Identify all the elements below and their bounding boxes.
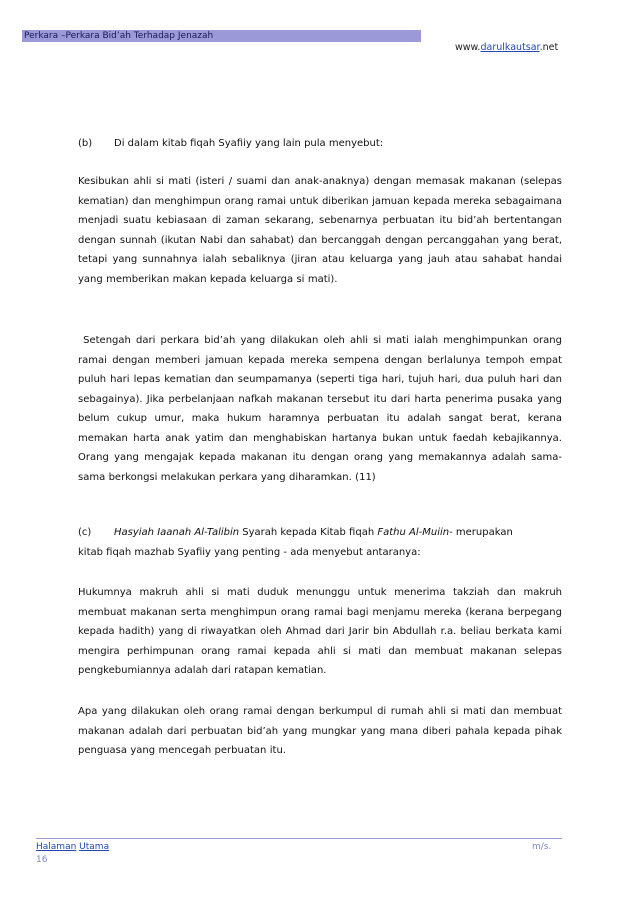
footer-page-prefix: m/s. [532, 842, 552, 852]
site-url-suffix: .net [539, 42, 559, 53]
section-c-book: Fathu Al-Muiin- [377, 527, 453, 538]
paragraph-2: Setengah dari perkara bid’ah yang dilakukan oleh ahli si mati ialah menghimpunkan orang ramai dengan memberi jamuan kepada mereka sempena dengan berlalunya tempoh empat puluh hari lepas kematian dan seumpamanya (seperti tiga hari, tujuh hari, dua puluh hari dan sebagainya). Jika perbelanjaan nafkah makanan tersebut itu dari harta penerima pusaka yang belum cukup umur, maka hukum haramnya perbuatan itu adalah sangat berat, kerana memakan harta anak yatim dan menghabiskan hartanya bukan untuk faedah kebajikannya. Orang yang mengajak kepada makanan itu dengan orang yang memakannya adalah sama-sama berkongsi melakukan perkara yang diharamkan. (11) [78, 335, 566, 483]
section-c-mid: Syarah kepada Kitab fiqah [239, 527, 378, 538]
section-b-label: (b) [78, 138, 93, 149]
footer-divider [36, 838, 562, 839]
paragraph-4: Apa yang dilakukan oleh orang ramai dengan berkumpul di rumah ahli si mati dan membuat makanan adalah dari perbuatan bid’ah yang mungkar yang mana diberi pahala kepada pihak penguasa yang mencegah perbuatan itu. [78, 706, 562, 756]
section-c-end: merupakan [452, 527, 513, 538]
section-c-label: (c) [78, 527, 92, 538]
section-c-heading [78, 523, 562, 543]
section-b-heading [78, 134, 562, 154]
site-url [455, 42, 558, 53]
section-c-title: Hasyiah Iaanah Al-Talibin [114, 527, 240, 538]
footer-link-halaman[interactable]: Halaman [36, 842, 77, 852]
footer-home-link[interactable] [36, 842, 109, 852]
footer-link-utama[interactable]: Utama [79, 842, 110, 852]
site-url-prefix: www. [455, 42, 481, 53]
paragraph-3: Hukumnya makruh ahli si mati duduk menunggu untuk menerima takziah dan makruh membuat makanan serta menghimpun orang ramai bagi menjamu mereka (kerana berpegang kepada hadith) yang di riwayatkan oleh Ahmad dari Jarir bin Abdullah r.a. beliau berkata kami mengira perhimpunan orang ramai kepada ahli si mati dan membuat makanan selepas pengkebumiannya adalah dari ratapan kematian. [78, 587, 562, 676]
page-number: 16 [36, 855, 48, 865]
section-b-text: Di dalam kitab fiqah Syafiiy yang lain pula menyebut: [114, 138, 384, 149]
paragraph-1: Kesibukan ahli si mati (isteri / suami dan anak-anaknya) dengan memasak makanan (selepas kematian) dan menghimpun orang ramai untuk diberikan jamuan kepada mereka sebagaimana menjadi suatu kebiasaan di zaman sekarang, sebenarnya perbuatan itu bid’ah bertentangan dengan sunnah (ikutan Nabi dan sahabat) dan bercanggah dengan percanggahan yang berat, tetapi yang sunnahnya ialah sebaliknya (jiran atau keluarga yang jauh atau sahabat handai yang memberikan makan kepada keluarga si mati). [78, 176, 562, 285]
site-url-link[interactable]: darulkautsar [480, 42, 540, 53]
section-c-line2: kitab fiqah mazhab Syafiiy yang penting - ada menyebut antaranya: [78, 547, 421, 558]
running-header-title: Perkara –Perkara Bid’ah Terhadap Jenazah [24, 31, 214, 41]
